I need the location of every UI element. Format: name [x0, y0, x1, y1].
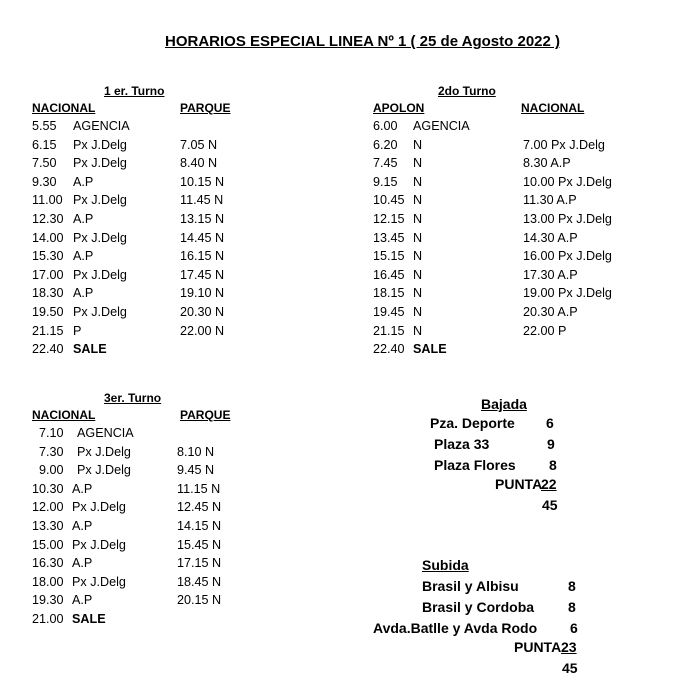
- destination: P: [73, 323, 82, 338]
- return-time: 15.45 N: [177, 537, 222, 552]
- bajada-heading: Bajada: [481, 396, 527, 412]
- destination: Px J.Delg: [72, 500, 126, 515]
- schedule-row: [32, 173, 262, 191]
- return-time: 19.00 Px J.Delg: [523, 286, 612, 301]
- departure-time: 7.30: [39, 444, 64, 459]
- departure-time: 10.45: [373, 193, 405, 208]
- stop-count: 8: [549, 457, 557, 473]
- return-time: 14.15 N: [177, 519, 222, 533]
- destination: AGENCIA: [73, 119, 130, 133]
- schedule-row: [32, 210, 262, 228]
- return-time: 11.15 N: [177, 481, 221, 496]
- departure-time: 21.15: [373, 323, 405, 338]
- subida-heading: Subida: [422, 557, 469, 573]
- return-time: 11.30 A.P: [523, 193, 577, 208]
- return-time: 20.30 N: [180, 305, 225, 319]
- turno1-heading: 1 er. Turno: [104, 84, 165, 98]
- return-time: 14.45 N: [180, 230, 225, 245]
- return-time: 16.00 Px J.Delg: [523, 249, 612, 264]
- schedule-row: [373, 303, 633, 321]
- stop-count: 6: [570, 620, 578, 636]
- schedule-row: [32, 247, 262, 265]
- schedule-row: [373, 210, 633, 228]
- destination: N: [413, 212, 423, 226]
- stop-name: Brasil y Cordoba: [422, 599, 535, 615]
- return-time: 8.40 N: [180, 156, 218, 171]
- return-time: 20.30 A.P: [523, 305, 578, 319]
- return-time: 16.15 N: [180, 249, 225, 264]
- turno1-col2-header: PARQUE: [180, 101, 231, 115]
- destination: N: [413, 305, 423, 319]
- schedule-row: [32, 424, 272, 442]
- turno2-heading: 2do Turno: [438, 84, 496, 98]
- return-time: 22.00 N: [180, 323, 225, 338]
- departure-time: 10.30: [32, 481, 64, 496]
- stop-count: 9: [547, 436, 555, 452]
- turno3-heading: 3er. Turno: [104, 391, 162, 405]
- departure-time: 7.10: [39, 426, 64, 440]
- departure-time: 9.30: [32, 174, 57, 189]
- stop-count: 6: [546, 415, 554, 431]
- schedule-row: [32, 480, 272, 498]
- departure-time: 19.45: [373, 305, 405, 319]
- departure-time: 21.00: [32, 612, 64, 626]
- destination: AGENCIA: [77, 426, 134, 440]
- schedule-row: [373, 136, 633, 154]
- destination: AGENCIA: [413, 119, 470, 133]
- stop-count: 8: [568, 599, 576, 615]
- return-time: 17.15 N: [177, 556, 222, 571]
- departure-time: 22.40: [373, 342, 405, 357]
- departure-time: 19.30: [32, 593, 64, 608]
- subida-punta-label: PUNTA: [514, 639, 562, 655]
- bajada-punta-value: 22: [541, 476, 557, 492]
- bajada-total: 45: [542, 497, 558, 513]
- destination: SALE: [72, 612, 106, 626]
- departure-time: 15.15: [373, 249, 405, 264]
- schedule-row: [32, 610, 272, 628]
- destination: N: [413, 267, 423, 282]
- departure-time: 13.45: [373, 230, 405, 245]
- destination: A.P: [72, 519, 93, 533]
- return-time: 18.45 N: [177, 574, 222, 589]
- return-time: 7.00 Px J.Delg: [523, 137, 605, 152]
- departure-time: 5.55: [32, 119, 57, 133]
- destination: Px J.Delg: [73, 230, 127, 245]
- schedule-row: [32, 554, 272, 572]
- return-time: 17.30 A.P: [523, 267, 578, 282]
- destination: Px J.Delg: [72, 574, 126, 589]
- departure-time: 18.00: [32, 574, 64, 589]
- departure-time: 13.30: [32, 519, 64, 533]
- return-time: 13.15 N: [180, 212, 225, 226]
- destination: A.P: [72, 556, 93, 571]
- destination: N: [413, 193, 423, 208]
- departure-time: 7.50: [32, 156, 57, 171]
- schedule-row: [373, 340, 633, 358]
- schedule-row: [373, 322, 633, 340]
- destination: Px J.Delg: [73, 267, 127, 282]
- destination: N: [413, 286, 423, 301]
- departure-time: 12.15: [373, 212, 405, 226]
- return-time: 8.10 N: [177, 444, 215, 459]
- destination: N: [413, 137, 423, 152]
- destination: SALE: [413, 342, 447, 357]
- schedule-row: [32, 443, 272, 461]
- schedule-row: [32, 573, 272, 591]
- schedule-row: [373, 284, 633, 302]
- departure-time: 6.00: [373, 119, 398, 133]
- schedule-row: [32, 591, 272, 609]
- schedule-row: [373, 191, 633, 209]
- schedule-row: [32, 266, 262, 284]
- schedule-row: [32, 461, 272, 479]
- turno1-col1-header: NACIONAL: [32, 101, 96, 115]
- schedule-row: [32, 498, 272, 516]
- destination: Px J.Delg: [77, 463, 131, 478]
- schedule-row: [32, 303, 262, 321]
- destination: N: [413, 156, 423, 171]
- stop-name: Plaza Flores: [434, 457, 516, 473]
- return-time: 9.45 N: [177, 463, 215, 478]
- schedule-row: [32, 322, 262, 340]
- departure-time: 11.00: [32, 193, 63, 208]
- destination: A.P: [73, 174, 94, 189]
- return-time: 14.30 A.P: [523, 230, 578, 245]
- destination: Px J.Delg: [73, 156, 127, 171]
- destination: N: [413, 323, 423, 338]
- departure-time: 15.00: [32, 537, 64, 552]
- destination: SALE: [73, 342, 107, 357]
- destination: A.P: [72, 593, 93, 608]
- return-time: 19.10 N: [180, 286, 225, 301]
- stop-name: Pza. Deporte: [430, 415, 515, 431]
- stop-count: 8: [568, 578, 576, 594]
- departure-time: 6.20: [373, 137, 398, 152]
- schedule-row: [373, 266, 633, 284]
- schedule-row: [32, 117, 262, 135]
- departure-time: 12.00: [32, 500, 64, 515]
- subida-total: 45: [562, 660, 578, 676]
- stop-name: Plaza 33: [434, 436, 490, 452]
- schedule-row: [32, 536, 272, 554]
- departure-time: 22.40: [32, 342, 64, 357]
- return-time: 17.45 N: [180, 267, 225, 282]
- schedule-row: [373, 229, 633, 247]
- departure-time: 14.00: [32, 230, 64, 245]
- departure-time: 18.30: [32, 286, 64, 301]
- page-title: HORARIOS ESPECIAL LINEA Nº 1 ( 25 de Agosto 2022 ): [165, 33, 561, 50]
- schedule-row: [32, 136, 262, 154]
- schedule-row: [32, 340, 262, 358]
- turno3-col2-header: PARQUE: [180, 408, 231, 422]
- departure-time: 16.45: [373, 267, 405, 282]
- return-time: 20.15 N: [177, 593, 222, 608]
- schedule-row: [32, 154, 262, 172]
- schedule-row: [32, 191, 262, 209]
- destination: N: [413, 174, 423, 189]
- destination: Px J.Delg: [77, 444, 131, 459]
- departure-time: 9.15: [373, 174, 398, 189]
- destination: Px J.Delg: [73, 305, 127, 319]
- destination: Px J.Delg: [73, 193, 127, 208]
- stop-name: Brasil y Albisu: [422, 578, 519, 594]
- departure-time: 17.00: [32, 267, 64, 282]
- destination: A.P: [73, 249, 94, 264]
- turno3-col1-header: NACIONAL: [32, 408, 96, 422]
- bajada-punta-label: PUNTA: [495, 476, 543, 492]
- return-time: 10.00 Px J.Delg: [523, 174, 612, 189]
- departure-time: 16.30: [32, 556, 64, 571]
- destination: Px J.Delg: [72, 537, 126, 552]
- return-time: 8.30 A.P: [523, 156, 571, 171]
- destination: A.P: [73, 286, 94, 301]
- schedule-row: [373, 154, 633, 172]
- turno2-col2-header: NACIONAL: [521, 101, 585, 115]
- return-time: 13.00 Px J.Delg: [523, 212, 612, 226]
- departure-time: 21.15: [32, 323, 64, 338]
- return-time: 7.05 N: [180, 137, 218, 152]
- stop-name: Avda.Batlle y Avda Rodo: [373, 620, 538, 636]
- schedule-row: [32, 517, 272, 535]
- turno2-col1-header: APOLON: [373, 101, 425, 115]
- departure-time: 19.50: [32, 305, 64, 319]
- return-time: 11.45 N: [180, 193, 224, 208]
- departure-time: 7.45: [373, 156, 398, 171]
- return-time: 10.15 N: [180, 174, 225, 189]
- destination: Px J.Delg: [73, 137, 127, 152]
- destination: A.P: [73, 212, 94, 226]
- departure-time: 9.00: [39, 463, 64, 478]
- schedule-row: [32, 229, 262, 247]
- schedule-row: [373, 173, 633, 191]
- destination: N: [413, 230, 423, 245]
- destination: N: [413, 249, 423, 264]
- return-time: 22.00 P: [523, 323, 567, 338]
- schedule-row: [373, 117, 633, 135]
- schedule-row: [32, 284, 262, 302]
- departure-time: 12.30: [32, 212, 64, 226]
- departure-time: 18.15: [373, 286, 405, 301]
- return-time: 12.45 N: [177, 500, 222, 515]
- destination: A.P: [72, 481, 93, 496]
- schedule-row: [373, 247, 633, 265]
- departure-time: 15.30: [32, 249, 64, 264]
- subida-punta-value: 23: [561, 639, 577, 655]
- departure-time: 6.15: [32, 137, 57, 152]
